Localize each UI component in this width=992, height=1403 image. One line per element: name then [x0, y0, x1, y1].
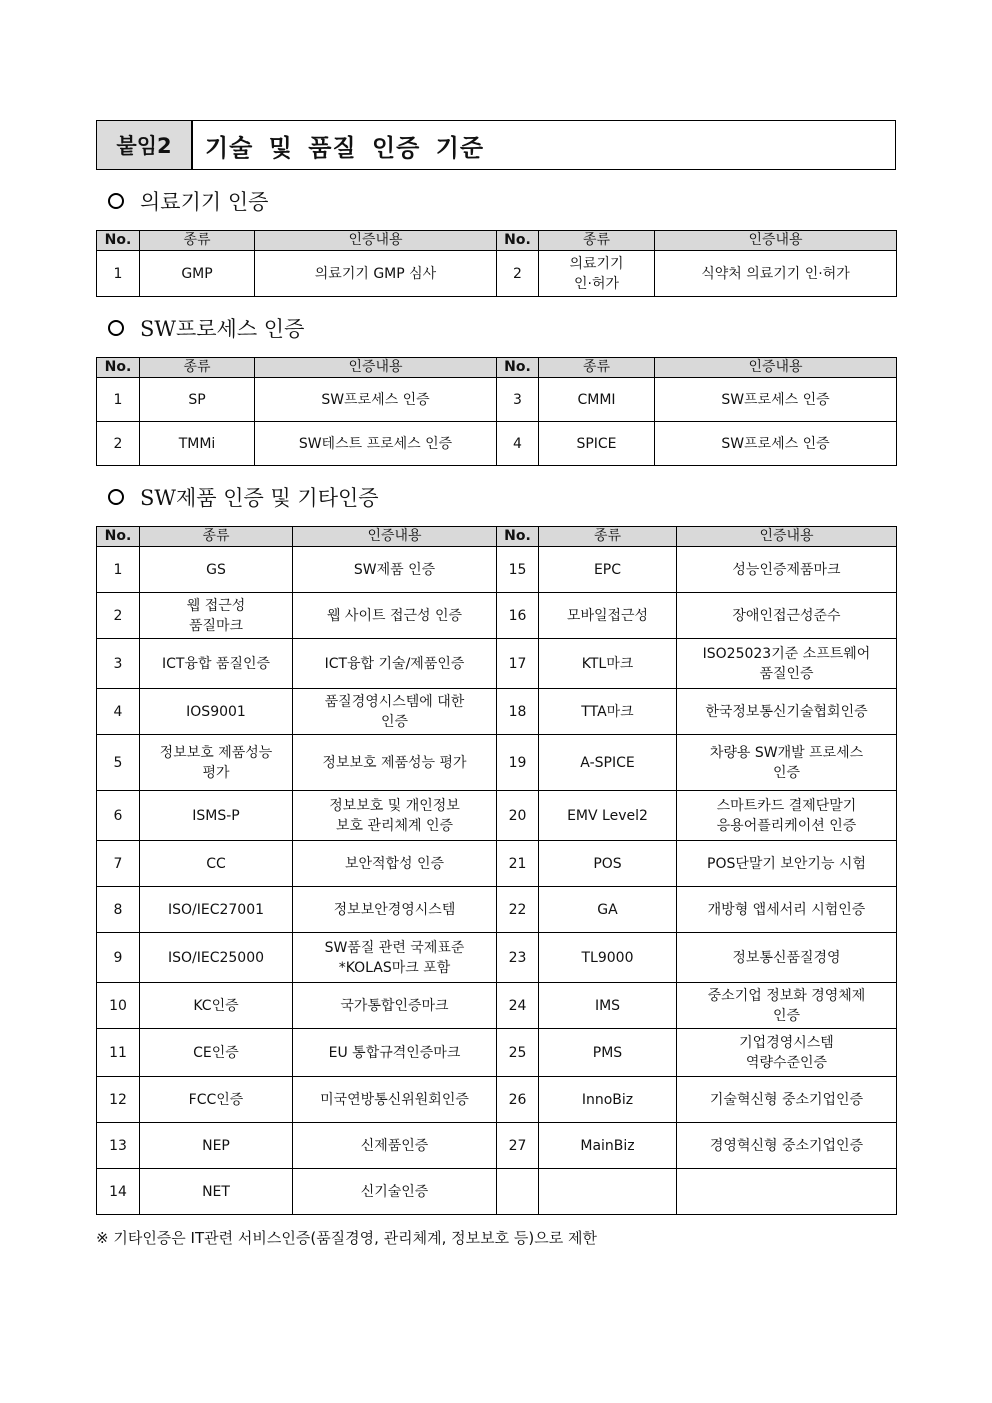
- table-row: [97, 689, 897, 735]
- cell-type: EPC: [539, 547, 677, 593]
- section-heading-medical: [96, 186, 896, 216]
- cell-type: ICT융합 품질인증: [140, 639, 293, 689]
- cell-no: 4: [497, 422, 539, 466]
- table-row: [97, 887, 897, 933]
- cell-type: 웹 접근성 품질마크: [140, 593, 293, 639]
- cell-type: CMMI: [539, 378, 655, 422]
- table-row: [97, 841, 897, 887]
- cell-type: A-SPICE: [539, 735, 677, 791]
- cell-type: EMV Level2: [539, 791, 677, 841]
- cell-content: ISO25023기준 소프트웨어 품질인증: [677, 639, 897, 689]
- cell-type: IOS9001: [140, 689, 293, 735]
- cell-no: 9: [97, 933, 140, 983]
- table-row: [97, 1029, 897, 1077]
- cell-content: 개방형 앱세서리 시험인증: [677, 887, 897, 933]
- table-row: [97, 1169, 897, 1215]
- cell-type: GS: [140, 547, 293, 593]
- cell-no: 4: [97, 689, 140, 735]
- cell-no: 23: [497, 933, 539, 983]
- cell-type: KTL마크: [539, 639, 677, 689]
- circle-bullet-icon: [108, 193, 124, 209]
- cell-type: [539, 1169, 677, 1215]
- column-header: 인증내용: [655, 358, 897, 378]
- cell-content: SW프로세스 인증: [655, 378, 897, 422]
- cell-type: NEP: [140, 1123, 293, 1169]
- section-heading-text: SW제품 인증 및 기타인증: [140, 486, 379, 510]
- cell-type: TL9000: [539, 933, 677, 983]
- column-header: 종류: [539, 231, 655, 251]
- table-row: [97, 1077, 897, 1123]
- cell-content: 한국정보통신기술협회인증: [677, 689, 897, 735]
- cell-content: 품질경영시스템에 대한 인증: [293, 689, 497, 735]
- cell-content: 정보보호 제품성능 평가: [293, 735, 497, 791]
- cell-no: 15: [497, 547, 539, 593]
- cell-type: GMP: [140, 251, 255, 297]
- attachment-title-box: [96, 120, 896, 170]
- cell-type: ISO/IEC25000: [140, 933, 293, 983]
- column-header: 종류: [140, 231, 255, 251]
- cell-content: 의료기기 GMP 심사: [255, 251, 497, 297]
- cell-content: 신제품인증: [293, 1123, 497, 1169]
- cell-content: 차량용 SW개발 프로세스 인증: [677, 735, 897, 791]
- cell-content: 보안적합성 인증: [293, 841, 497, 887]
- cell-no: 14: [97, 1169, 140, 1215]
- cell-no: 18: [497, 689, 539, 735]
- cell-content: 스마트카드 결제단말기 응용어플리케이션 인증: [677, 791, 897, 841]
- column-header: No.: [97, 527, 140, 547]
- cell-no: 10: [97, 983, 140, 1029]
- cell-content: 기업경영시스템 역량수준인증: [677, 1029, 897, 1077]
- table-row: [97, 639, 897, 689]
- footnote: ※ 기타인증은 IT관련 서비스인증(품질경영, 관리체계, 정보보호 등)으로 제한: [96, 1229, 597, 1247]
- cell-type: CC: [140, 841, 293, 887]
- cell-content: 정보보안경영시스템: [293, 887, 497, 933]
- attachment-tag: 붙임2: [97, 121, 193, 169]
- cell-no: 2: [497, 251, 539, 297]
- cell-no: 3: [97, 639, 140, 689]
- column-header: 종류: [539, 527, 677, 547]
- table-row: [97, 422, 897, 466]
- cell-content: 성능인증제품마크: [677, 547, 897, 593]
- column-header: 종류: [140, 358, 255, 378]
- cell-content: 경영혁신형 중소기업인증: [677, 1123, 897, 1169]
- cell-no: 11: [97, 1029, 140, 1077]
- cell-content: POS단말기 보안기능 시험: [677, 841, 897, 887]
- table-row: [97, 735, 897, 791]
- section-heading-text: 의료기기 인증: [140, 190, 269, 214]
- column-header: No.: [497, 358, 539, 378]
- column-header: 인증내용: [677, 527, 897, 547]
- cell-no: 12: [97, 1077, 140, 1123]
- cell-no: 2: [97, 422, 140, 466]
- column-header: 인증내용: [255, 231, 497, 251]
- cell-content: 기술혁신형 중소기업인증: [677, 1077, 897, 1123]
- cell-no: 3: [497, 378, 539, 422]
- cell-type: MainBiz: [539, 1123, 677, 1169]
- cell-content: 정보통신품질경영: [677, 933, 897, 983]
- cell-type: NET: [140, 1169, 293, 1215]
- cell-content: 신기술인증: [293, 1169, 497, 1215]
- cell-type: FCC인증: [140, 1077, 293, 1123]
- column-header: 인증내용: [655, 231, 897, 251]
- medical-cert-table: [96, 230, 897, 297]
- cell-content: 웹 사이트 접근성 인증: [293, 593, 497, 639]
- cell-content: EU 통합규격인증마크: [293, 1029, 497, 1077]
- column-header: 인증내용: [255, 358, 497, 378]
- table-row: [97, 983, 897, 1029]
- table-header-row: [97, 527, 897, 547]
- cell-no: 5: [97, 735, 140, 791]
- cell-content: ICT융합 기술/제품인증: [293, 639, 497, 689]
- cell-no: 1: [97, 378, 140, 422]
- cell-no: 6: [97, 791, 140, 841]
- column-header: No.: [497, 231, 539, 251]
- circle-bullet-icon: [108, 320, 124, 336]
- cell-type: ISMS-P: [140, 791, 293, 841]
- cell-content: SW품질 관련 국제표준 *KOLAS마크 포함: [293, 933, 497, 983]
- page-title: 기술 및 품질 인증 기준: [205, 133, 485, 162]
- table-row: [97, 791, 897, 841]
- cell-content: 정보보호 및 개인정보 보호 관리체계 인증: [293, 791, 497, 841]
- table-row: [97, 1123, 897, 1169]
- cell-content: 미국연방통신위원회인증: [293, 1077, 497, 1123]
- column-header: No.: [97, 231, 140, 251]
- cell-no: 25: [497, 1029, 539, 1077]
- sw-product-cert-table: [96, 526, 897, 1215]
- table-header-row: [97, 358, 897, 378]
- cell-content: SW프로세스 인증: [255, 378, 497, 422]
- cell-type: IMS: [539, 983, 677, 1029]
- cell-content: 장애인접근성준수: [677, 593, 897, 639]
- cell-no: 7: [97, 841, 140, 887]
- cell-type: PMS: [539, 1029, 677, 1077]
- cell-type: SPICE: [539, 422, 655, 466]
- cell-content: SW프로세스 인증: [655, 422, 897, 466]
- table-row: [97, 593, 897, 639]
- cell-no: 26: [497, 1077, 539, 1123]
- cell-content: SW테스트 프로세스 인증: [255, 422, 497, 466]
- cell-type: TTA마크: [539, 689, 677, 735]
- table-row: [97, 933, 897, 983]
- cell-no: 24: [497, 983, 539, 1029]
- sw-process-cert-table: [96, 357, 897, 466]
- cell-content: 국가통합인증마크: [293, 983, 497, 1029]
- cell-type: 의료기기 인·허가: [539, 251, 655, 297]
- cell-no: 19: [497, 735, 539, 791]
- cell-type: GA: [539, 887, 677, 933]
- cell-no: 13: [97, 1123, 140, 1169]
- cell-no: 1: [97, 547, 140, 593]
- column-header: No.: [97, 358, 140, 378]
- cell-no: 2: [97, 593, 140, 639]
- circle-bullet-icon: [108, 489, 124, 505]
- cell-content: SW제품 인증: [293, 547, 497, 593]
- cell-content: 중소기업 정보화 경영체제 인증: [677, 983, 897, 1029]
- cell-no: 16: [497, 593, 539, 639]
- section-heading-sw-process: [96, 313, 896, 343]
- column-header: 종류: [140, 527, 293, 547]
- cell-type: POS: [539, 841, 677, 887]
- cell-type: ISO/IEC27001: [140, 887, 293, 933]
- table-header-row: [97, 231, 897, 251]
- cell-no: 20: [497, 791, 539, 841]
- cell-type: SP: [140, 378, 255, 422]
- cell-content: 식약처 의료기기 인·허가: [655, 251, 897, 297]
- cell-type: InnoBiz: [539, 1077, 677, 1123]
- cell-type: TMMi: [140, 422, 255, 466]
- table-row: [97, 378, 897, 422]
- column-header: No.: [497, 527, 539, 547]
- column-header: 종류: [539, 358, 655, 378]
- table-row: [97, 251, 897, 297]
- cell-content: [677, 1169, 897, 1215]
- cell-no: 8: [97, 887, 140, 933]
- section-heading-sw-product: [96, 482, 896, 512]
- cell-no: [497, 1169, 539, 1215]
- cell-type: 정보보호 제품성능 평가: [140, 735, 293, 791]
- cell-no: 17: [497, 639, 539, 689]
- table-row: [97, 547, 897, 593]
- cell-no: 27: [497, 1123, 539, 1169]
- cell-no: 21: [497, 841, 539, 887]
- cell-no: 22: [497, 887, 539, 933]
- column-header: 인증내용: [293, 527, 497, 547]
- document-page: [96, 120, 896, 1248]
- cell-type: CE인증: [140, 1029, 293, 1077]
- cell-no: 1: [97, 251, 140, 297]
- section-heading-text: SW프로세스 인증: [140, 317, 305, 341]
- cell-type: KC인증: [140, 983, 293, 1029]
- cell-type: 모바일접근성: [539, 593, 677, 639]
